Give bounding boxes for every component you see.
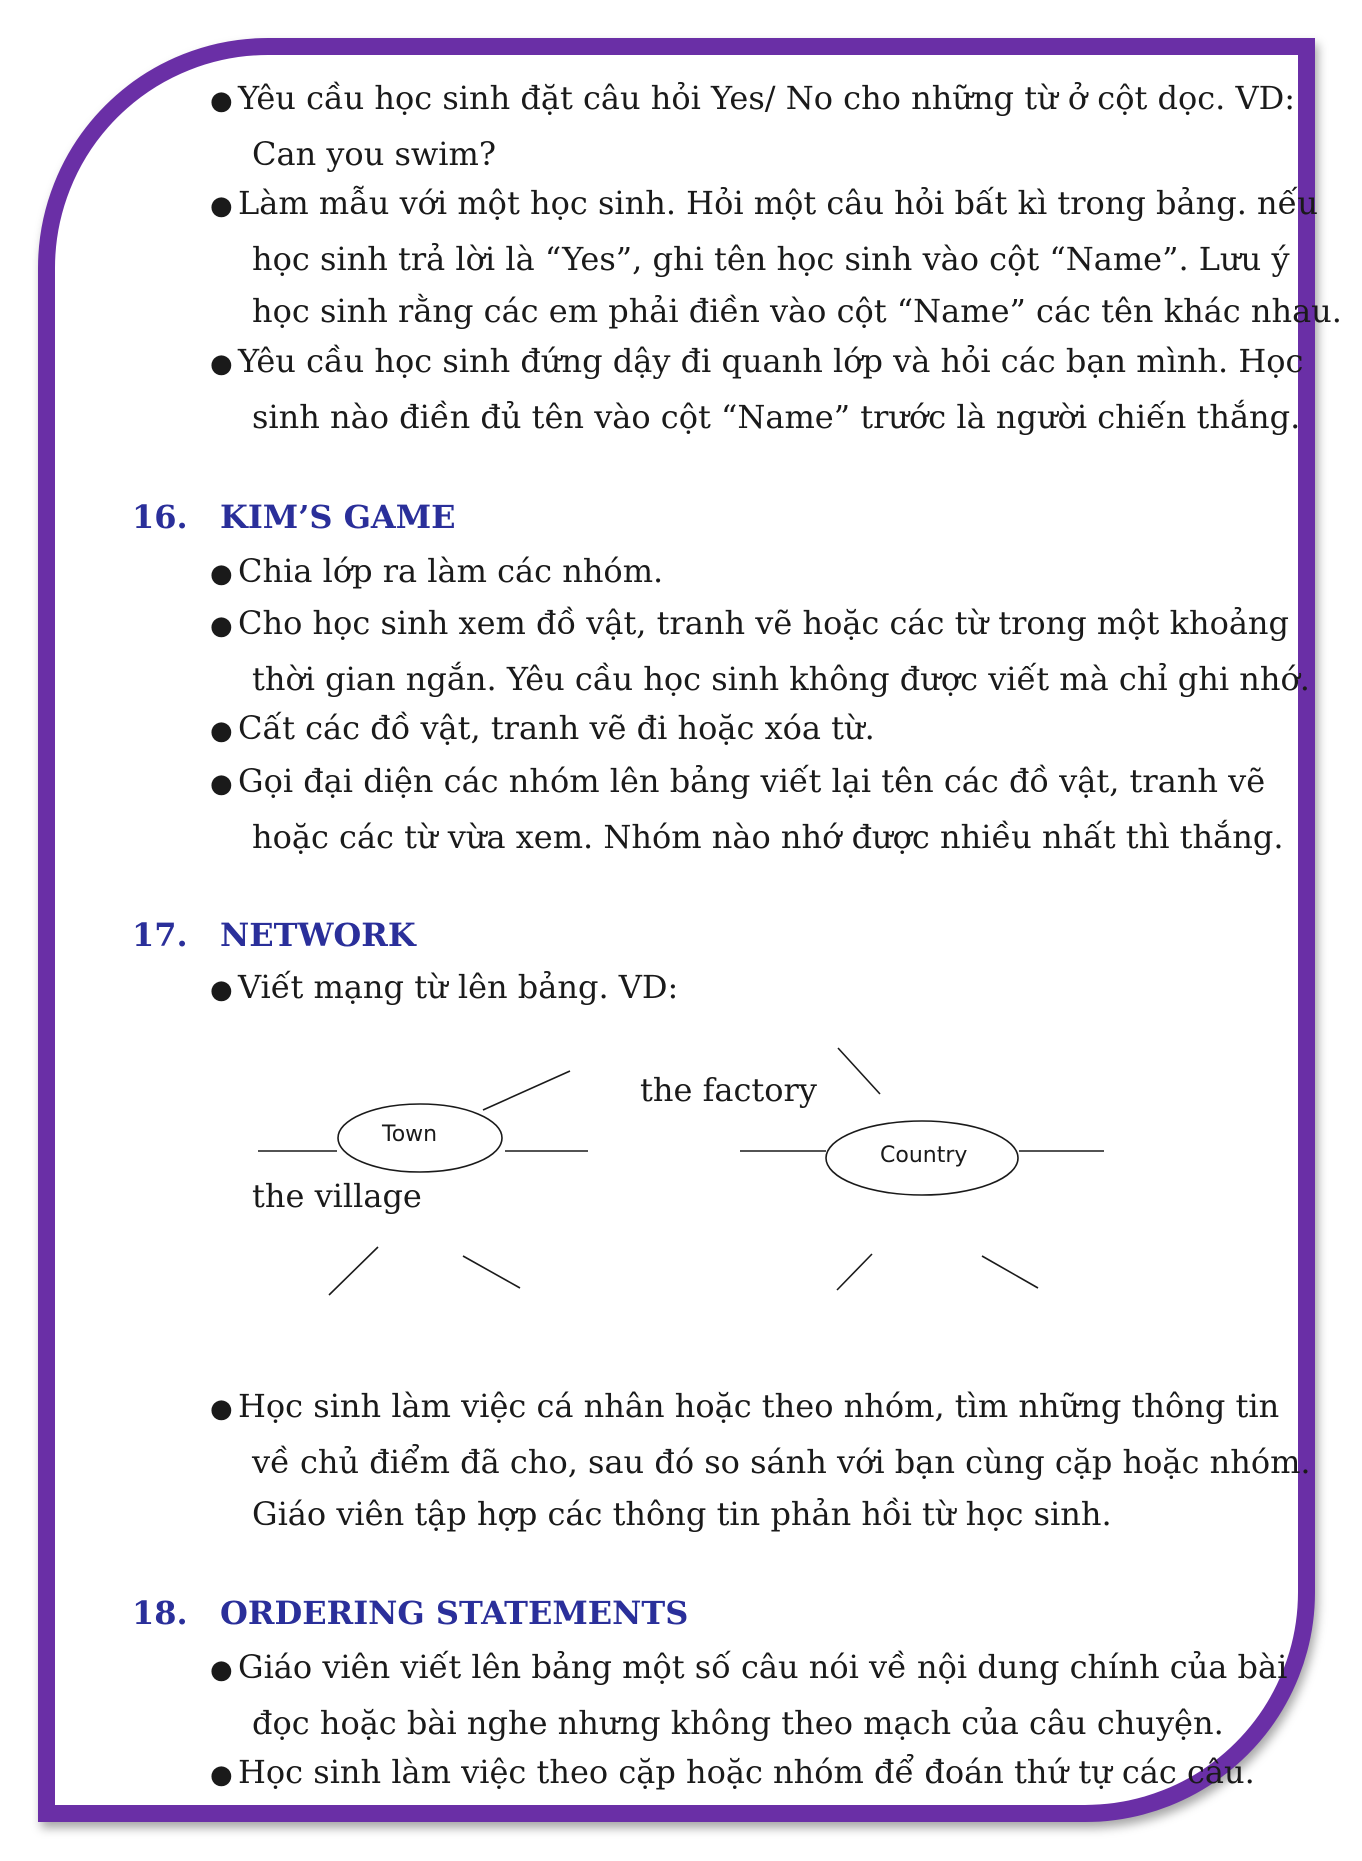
bullet-write-names: ● Gọi đại diện các nhóm lên bảng viết lại tên các đồ vật, tranh vẽ hoặc các từ vừa xem. Nhóm nào nhớ được nhiều nhất thì thắng. [210,755,1240,863]
bullet-hide-items: ● Cất các đồ vật, tranh vẽ đi hoặc xóa từ. [210,702,1240,758]
bullet-dot-icon: ● [210,1394,233,1424]
bullet-model: ● Làm mẫu với một học sinh. Hỏi một câu hỏi bất kì trong bảng. nếu học sinh trả lời là “Yes”, ghi tên học sinh vào cột “Name”. Lưu ý học sinh rằng các em phải điền vào cột “Name” các tên khác nhau. [210,177,1240,338]
country-node-label: Country [880,1143,968,1168]
label-the-factory: the factory [640,1071,817,1109]
bullet-dot-icon: ● [210,86,233,116]
bullet-dot-icon: ● [210,611,233,641]
bullet-teacher-writes: ● Giáo viên viết lên bảng một số câu nói về nội dung chính của bài đọc hoặc bài nghe nhưng không theo mạch của câu chuyện. [210,1641,1240,1749]
bullet-dot-icon: ● [210,716,233,746]
label-the-village: the village [252,1177,422,1215]
bullet-yes-no: ● Yêu cầu học sinh đặt câu hỏi Yes/ No cho những từ ở cột dọc. VD: Can you swim? [210,72,1240,180]
country-spoke-lower-left [837,1254,872,1290]
town-node-label: Town [382,1122,438,1147]
network-lines [0,1020,1362,1340]
bullet-dot-icon: ● [210,349,233,379]
word-network-diagram [0,1020,1362,1340]
bullet-pairs-order: ● Học sinh làm việc theo cặp hoặc nhóm để đoán thứ tự các câu. [210,1746,1240,1802]
bullet-dot-icon: ● [210,975,233,1005]
section-heading-18: 18. ORDERING STATEMENTS [132,1594,689,1632]
country-spoke-lower-right [982,1256,1038,1288]
country-spoke-upper [838,1048,880,1094]
section-heading-16: 16. KIM’S GAME [132,498,456,536]
bullet-walk-around: ● Yêu cầu học sinh đứng dậy đi quanh lớp và hỏi các bạn mình. Học sinh nào điền đủ tên vào cột “Name” trước là người chiến thắng. [210,335,1240,443]
bullet-dot-icon: ● [210,191,233,221]
bullet-individual-work: ● Học sinh làm việc cá nhân hoặc theo nhóm, tìm những thông tin về chủ điểm đã cho, sau đó so sánh với bạn cùng cặp hoặc nhóm. Giáo viên tập hợp các thông tin phản hồi từ học sinh. [210,1380,1240,1541]
bullet-show-items: ● Cho học sinh xem đồ vật, tranh vẽ hoặc các từ trong một khoảng thời gian ngắn. Yêu cầu học sinh không được viết mà chỉ ghi nhớ. [210,597,1240,705]
section-heading-17: 17. NETWORK [132,916,416,954]
town-spoke-upper [483,1071,570,1110]
bullet-dot-icon: ● [210,1655,233,1685]
bullet-dot-icon: ● [210,1760,233,1790]
bullet-dot-icon: ● [210,559,233,589]
bullet-dot-icon: ● [210,769,233,799]
town-spoke-lower-right [463,1256,520,1288]
town-spoke-lower-left [329,1247,378,1295]
bullet-network-intro: ● Viết mạng từ lên bảng. VD: [210,961,1240,1017]
bullet-divide-groups: ● Chia lớp ra làm các nhóm. [210,545,1240,601]
